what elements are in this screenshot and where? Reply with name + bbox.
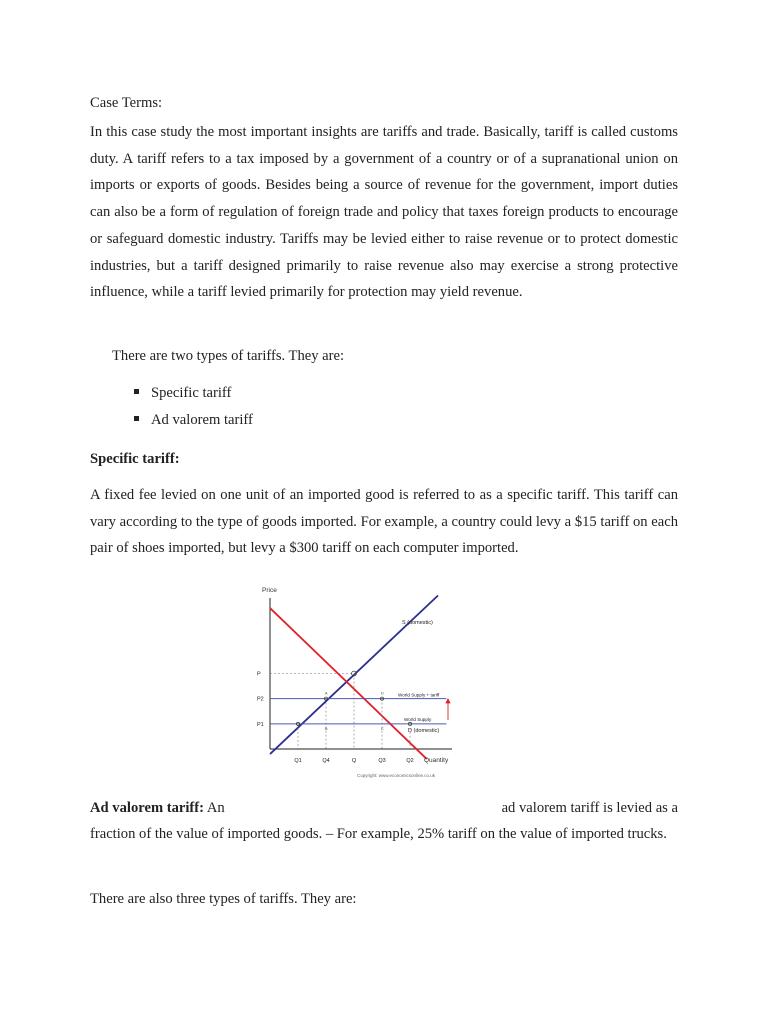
y-tick-p2: P2 bbox=[257, 696, 264, 703]
types-intro: There are two types of tariffs. They are: bbox=[112, 348, 345, 364]
intro-paragraph: In this case study the most important insights are tariffs and trade. Basically, tariff is called customs duty. A tariff refers to a tax imposed by a government of a country or of a supranational union on imports or exports of goods. Besides being a source of revenue for the government, import duties can also be a form of regulation of foreign trade and policy that taxes foreign products to encourage or safeguard domestic industry. Tariffs may be levied either to raise revenue or to protect domestic industries, but a tariff designed primarily to raise revenue also may exercise a strong protective influence, while a tariff levied primarily for protection may yield revenue. bbox=[90, 124, 678, 301]
ad-valorem-label: Ad valorem tariff: bbox=[90, 800, 205, 816]
ad-valorem-right-text: ad valorem tariff is levied as a bbox=[501, 800, 678, 816]
bullet-icon bbox=[134, 389, 139, 394]
point-label-a: A bbox=[325, 691, 328, 696]
series-label-s-domestic: S (domestic) bbox=[402, 620, 433, 626]
series-label-world-supply: World Supply bbox=[404, 716, 432, 722]
x-tick-q1: Q1 bbox=[294, 758, 302, 764]
x-tick-q2: Q2 bbox=[406, 758, 414, 764]
three-types-line: There are also three types of tariffs. They are: bbox=[90, 891, 357, 907]
point-label-c: C bbox=[381, 726, 384, 731]
bullet-label: Specific tariff bbox=[151, 385, 232, 401]
x-tick-q4: Q4 bbox=[322, 758, 330, 764]
specific-paragraph: A fixed fee levied on one unit of an imported good is referred to as a specific tariff. This tariff can vary according to the type of goods imported. For example, a country could levy a $15 tariff on each pair of shoes imported, but levy a $300 tariff on each computer imported. bbox=[90, 487, 678, 557]
y-axis-label: Price bbox=[262, 587, 277, 594]
point-label-b: B bbox=[325, 726, 328, 731]
bullet-label: Ad valorem tariff bbox=[151, 412, 253, 428]
case-terms-heading: Case Terms: bbox=[90, 95, 163, 111]
bullet-item-specific bbox=[134, 382, 231, 404]
bullet-item-ad-valorem bbox=[134, 409, 253, 431]
x-tick-q: Q bbox=[351, 758, 357, 764]
ad-valorem-paragraph: fraction of the value of imported goods. – For example, 25% tariff on the value of imported trucks. bbox=[90, 826, 667, 842]
ad-valorem-line bbox=[90, 797, 678, 819]
bullet-icon bbox=[134, 416, 139, 421]
series-label-d-domestic: D (domestic) bbox=[408, 728, 440, 734]
tariff-chart bbox=[252, 582, 462, 782]
x-tick-q3: Q3 bbox=[378, 758, 386, 764]
y-tick-p1: P1 bbox=[257, 721, 264, 728]
point-label-d: D bbox=[381, 691, 384, 696]
copyright-note: Copyright: www.economicsonline.co.uk bbox=[357, 773, 436, 778]
ad-valorem-an: An bbox=[204, 800, 225, 816]
specific-heading: Specific tariff: bbox=[90, 451, 180, 467]
series-line-d-domestic bbox=[270, 608, 427, 759]
x-axis-label: Quantity bbox=[424, 757, 449, 764]
y-tick-p: P bbox=[257, 671, 261, 678]
series-label-world-supply-tariff: World Supply + tariff bbox=[398, 692, 440, 698]
